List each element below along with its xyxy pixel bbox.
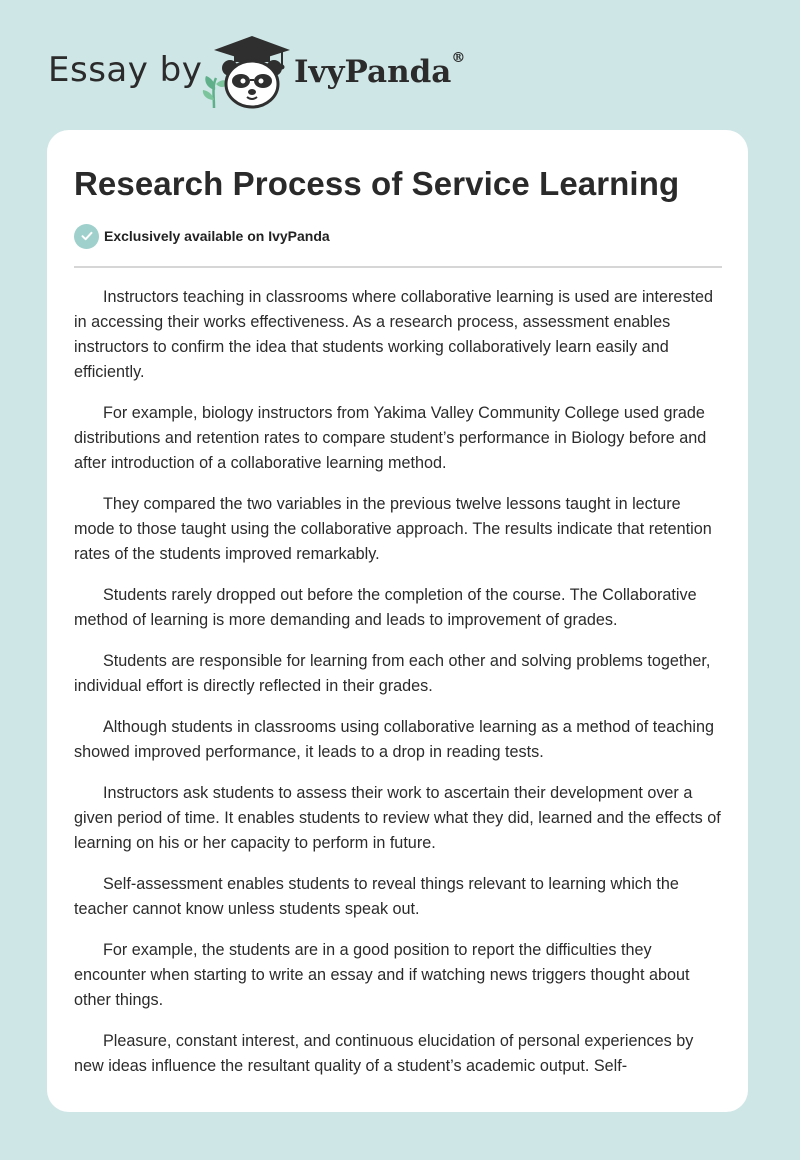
brand-prefix: Essay by <box>48 50 203 90</box>
paragraph: Instructors teaching in classrooms where collaborative learning is used are interested in accessing their works effectiveness. As a research process, assessment enables instructors to confirm the idea that students working collaboratively learn easily and efficiently. <box>74 288 714 381</box>
paragraph: For example, the students are in a good position to report the difficulties they encounter when starting to write an essay and if watching news triggers thought about other things. <box>74 941 690 1009</box>
paragraph: For example, biology instructors from Yakima Valley Community College used grade distributions and retention rates to compare student’s performance in Biology before and after introduction of a collaborative learning method. <box>74 404 707 472</box>
check-circle-icon <box>74 224 99 249</box>
paragraph: Students are responsible for learning from each other and solving problems together, individual effort is directly reflected in their grades. <box>74 652 711 695</box>
paragraph: Students rarely dropped out before the completion of the course. The Collaborative method of learning is more demanding and leads to improvement of grades. <box>74 586 697 629</box>
registered-mark: ® <box>451 50 466 66</box>
essay-card <box>47 130 748 1112</box>
site-header <box>48 34 508 114</box>
exclusive-badge <box>74 222 722 250</box>
paragraph: Although students in classrooms using collaborative learning as a method of teaching showed improved performance, it leads to a drop in reading tests. <box>74 718 714 761</box>
paragraph: They compared the two variables in the previous twelve lessons taught in lecture mode to those taught using the collaborative approach. The results indicate that retention rates of the students improved remarkably. <box>74 495 712 563</box>
title-divider <box>74 266 722 268</box>
paragraph: Instructors ask students to assess their work to ascertain their development over a given period of time. It enables students to review what they did, learned and the effects of learning on his or her capacity to perform in future. <box>74 784 721 852</box>
essay-body <box>74 285 722 1079</box>
brand-name[interactable]: IvyPanda® <box>294 50 466 90</box>
panda-graduate-icon[interactable] <box>200 34 296 110</box>
paragraph: Pleasure, constant interest, and continuous elucidation of personal experiences by new ideas influence the resultant quality of a student’s academic output. Self- <box>74 1032 694 1075</box>
paragraph: Self-assessment enables students to reveal things relevant to learning which the teacher cannot know unless students speak out. <box>74 875 679 918</box>
badge-text: Exclusively available on IvyPanda <box>104 228 330 244</box>
page-title: Research Process of Service Learning <box>74 165 680 202</box>
